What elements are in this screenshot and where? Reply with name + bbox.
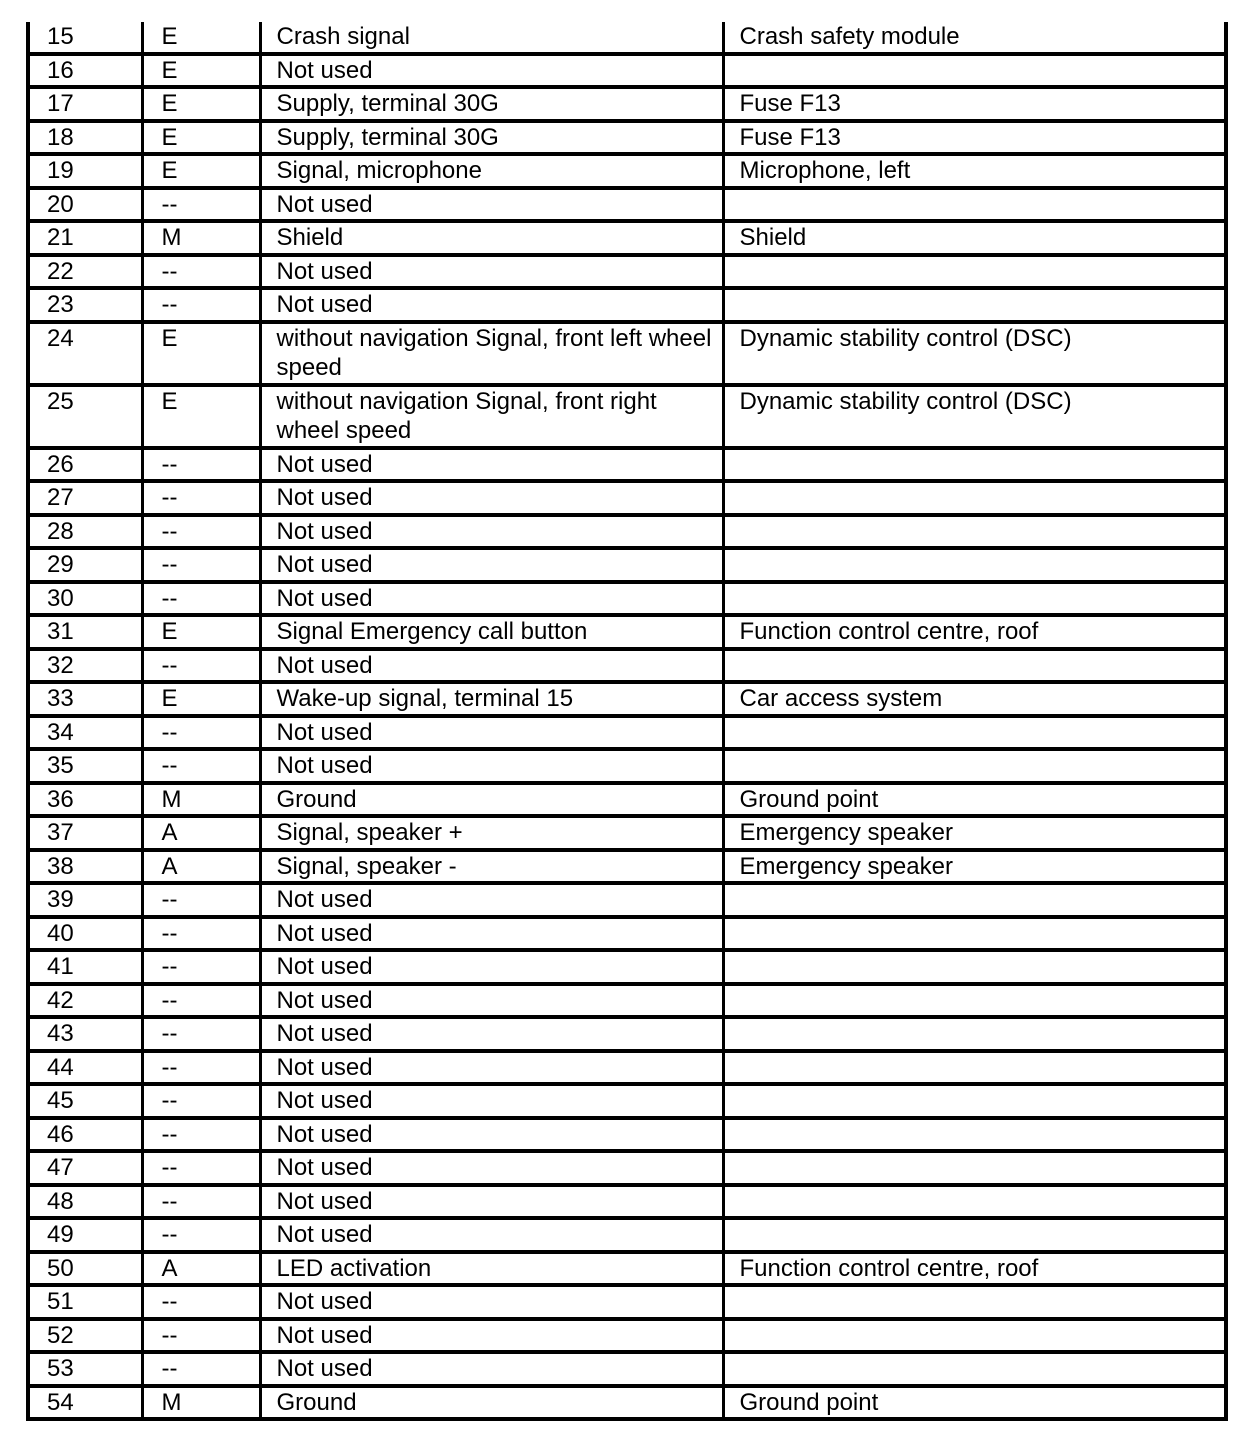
type-cell: M <box>142 1386 260 1420</box>
connection-cell <box>723 716 1226 750</box>
pin-cell: 19 <box>28 154 142 188</box>
pin-cell: 47 <box>28 1151 142 1185</box>
table-row <box>28 1185 1226 1219</box>
table-row <box>28 1319 1226 1353</box>
type-cell: -- <box>142 1218 260 1252</box>
pin-cell: 43 <box>28 1017 142 1051</box>
type-cell: -- <box>142 1051 260 1085</box>
description-cell: Not used <box>260 716 723 750</box>
type-cell: -- <box>142 716 260 750</box>
pin-cell: 52 <box>28 1319 142 1353</box>
connection-cell <box>723 1185 1226 1219</box>
description-cell: Not used <box>260 917 723 951</box>
description-cell: Shield <box>260 221 723 255</box>
connection-cell: Car access system <box>723 682 1226 716</box>
connection-cell <box>723 1017 1226 1051</box>
table-row <box>28 917 1226 951</box>
type-cell: -- <box>142 1084 260 1118</box>
description-cell: without navigation Signal, front left wheel speed <box>260 322 723 385</box>
pin-cell: 27 <box>28 481 142 515</box>
pin-cell: 29 <box>28 548 142 582</box>
connection-cell <box>723 883 1226 917</box>
description-cell: Wake-up signal, terminal 15 <box>260 682 723 716</box>
pin-cell: 18 <box>28 121 142 155</box>
type-cell: -- <box>142 1319 260 1353</box>
type-cell: E <box>142 121 260 155</box>
description-cell: Supply, terminal 30G <box>260 87 723 121</box>
table-row <box>28 1151 1226 1185</box>
connection-cell <box>723 749 1226 783</box>
connection-cell <box>723 54 1226 88</box>
description-cell: Not used <box>260 1285 723 1319</box>
pin-cell: 23 <box>28 288 142 322</box>
connection-cell: Fuse F13 <box>723 121 1226 155</box>
connection-cell: Emergency speaker <box>723 850 1226 884</box>
type-cell: E <box>142 385 260 448</box>
table-row <box>28 87 1226 121</box>
type-cell: E <box>142 54 260 88</box>
type-cell: A <box>142 850 260 884</box>
description-cell: Not used <box>260 1185 723 1219</box>
type-cell: -- <box>142 255 260 289</box>
pin-cell: 41 <box>28 950 142 984</box>
description-cell: Ground <box>260 783 723 817</box>
connection-cell <box>723 255 1226 289</box>
table-row <box>28 154 1226 188</box>
description-cell: Not used <box>260 448 723 482</box>
type-cell: -- <box>142 1185 260 1219</box>
table-row <box>28 883 1226 917</box>
table-row <box>28 481 1226 515</box>
type-cell: -- <box>142 1352 260 1386</box>
table-row <box>28 515 1226 549</box>
description-cell: Crash signal <box>260 22 723 54</box>
type-cell: -- <box>142 1285 260 1319</box>
type-cell: E <box>142 322 260 385</box>
table-row <box>28 1084 1226 1118</box>
table-row <box>28 1218 1226 1252</box>
connection-cell <box>723 984 1226 1018</box>
table-row <box>28 288 1226 322</box>
connection-cell <box>723 1218 1226 1252</box>
type-cell: -- <box>142 515 260 549</box>
pin-cell: 53 <box>28 1352 142 1386</box>
table-row <box>28 121 1226 155</box>
table-row <box>28 322 1226 385</box>
connection-cell <box>723 1151 1226 1185</box>
type-cell: -- <box>142 649 260 683</box>
description-cell: Not used <box>260 883 723 917</box>
pin-cell: 26 <box>28 448 142 482</box>
table-row <box>28 54 1226 88</box>
connection-cell <box>723 188 1226 222</box>
table-row <box>28 385 1226 448</box>
description-cell: Not used <box>260 1017 723 1051</box>
pin-cell: 25 <box>28 385 142 448</box>
pin-cell: 34 <box>28 716 142 750</box>
connection-cell: Dynamic stability control (DSC) <box>723 322 1226 385</box>
table-row <box>28 1352 1226 1386</box>
type-cell: A <box>142 816 260 850</box>
table-row <box>28 783 1226 817</box>
table-row <box>28 816 1226 850</box>
table-row <box>28 188 1226 222</box>
description-cell: Not used <box>260 288 723 322</box>
description-cell: Not used <box>260 582 723 616</box>
table-row <box>28 1252 1226 1286</box>
description-cell: Ground <box>260 1386 723 1420</box>
table-row <box>28 1285 1226 1319</box>
connection-cell <box>723 582 1226 616</box>
description-cell: Not used <box>260 749 723 783</box>
connection-cell: Dynamic stability control (DSC) <box>723 385 1226 448</box>
connection-cell <box>723 1118 1226 1152</box>
pin-cell: 39 <box>28 883 142 917</box>
connection-cell: Crash safety module <box>723 22 1226 54</box>
pin-cell: 30 <box>28 582 142 616</box>
description-cell: Not used <box>260 1319 723 1353</box>
connection-cell: Ground point <box>723 783 1226 817</box>
connection-cell: Shield <box>723 221 1226 255</box>
description-cell: Not used <box>260 481 723 515</box>
table-row <box>28 255 1226 289</box>
table-row <box>28 850 1226 884</box>
description-cell: Not used <box>260 950 723 984</box>
type-cell: -- <box>142 288 260 322</box>
pin-cell: 31 <box>28 615 142 649</box>
pin-cell: 40 <box>28 917 142 951</box>
description-cell: Not used <box>260 188 723 222</box>
table-row <box>28 716 1226 750</box>
pin-cell: 38 <box>28 850 142 884</box>
type-cell: M <box>142 783 260 817</box>
description-cell: Signal Emergency call button <box>260 615 723 649</box>
table-row <box>28 649 1226 683</box>
table-row <box>28 221 1226 255</box>
pin-cell: 21 <box>28 221 142 255</box>
table-row <box>28 1017 1226 1051</box>
pin-cell: 28 <box>28 515 142 549</box>
table-row <box>28 749 1226 783</box>
description-cell: Not used <box>260 1051 723 1085</box>
connection-cell <box>723 917 1226 951</box>
pin-cell: 48 <box>28 1185 142 1219</box>
description-cell: Signal, microphone <box>260 154 723 188</box>
pin-cell: 35 <box>28 749 142 783</box>
connection-cell: Emergency speaker <box>723 816 1226 850</box>
pin-cell: 49 <box>28 1218 142 1252</box>
connection-cell <box>723 950 1226 984</box>
pin-cell: 15 <box>47 23 74 50</box>
table-row <box>28 984 1226 1018</box>
pin-cell: 54 <box>28 1386 142 1420</box>
pin-cell: 16 <box>28 54 142 88</box>
table-row <box>28 22 1226 54</box>
type-cell: E <box>142 22 260 54</box>
description-cell: Not used <box>260 1118 723 1152</box>
type-cell: -- <box>142 950 260 984</box>
pin-cell: 33 <box>28 682 142 716</box>
type-cell: E <box>142 87 260 121</box>
connection-cell <box>723 1084 1226 1118</box>
description-cell: Not used <box>260 1352 723 1386</box>
pin-cell: 37 <box>28 816 142 850</box>
pin-assignment-table <box>26 22 1228 1421</box>
type-cell: E <box>142 154 260 188</box>
description-cell: Not used <box>260 548 723 582</box>
table-row <box>28 582 1226 616</box>
connection-cell <box>723 1319 1226 1353</box>
description-cell: without navigation Signal, front right wheel speed <box>260 385 723 448</box>
type-cell: A <box>142 1252 260 1286</box>
pin-cell: 50 <box>28 1252 142 1286</box>
description-cell: Not used <box>260 515 723 549</box>
description-cell: Not used <box>260 1084 723 1118</box>
connection-cell: Ground point <box>723 1386 1226 1420</box>
table-row <box>28 950 1226 984</box>
description-cell: Not used <box>260 255 723 289</box>
description-cell: Not used <box>260 1218 723 1252</box>
pin-cell: 44 <box>28 1051 142 1085</box>
table-row <box>28 682 1226 716</box>
table-row <box>28 448 1226 482</box>
pin-cell: 20 <box>28 188 142 222</box>
pin-cell: 46 <box>28 1118 142 1152</box>
table-row <box>28 615 1226 649</box>
pin-cell: 22 <box>28 255 142 289</box>
description-cell: Not used <box>260 649 723 683</box>
connection-cell: Function control centre, roof <box>723 1252 1226 1286</box>
type-cell: -- <box>142 481 260 515</box>
table-row <box>28 1118 1226 1152</box>
connection-cell <box>723 515 1226 549</box>
description-cell: Signal, speaker + <box>260 816 723 850</box>
pin-cell: 24 <box>28 322 142 385</box>
description-cell: Not used <box>260 984 723 1018</box>
pin-cell: 36 <box>28 783 142 817</box>
description-cell: LED activation <box>260 1252 723 1286</box>
type-cell: -- <box>142 1151 260 1185</box>
type-cell: -- <box>142 448 260 482</box>
connection-cell <box>723 1285 1226 1319</box>
pin-table-body <box>28 22 1226 1419</box>
connection-cell <box>723 1352 1226 1386</box>
table-row <box>28 548 1226 582</box>
table-row <box>28 1051 1226 1085</box>
type-cell: -- <box>142 1118 260 1152</box>
pin-cell: 45 <box>28 1084 142 1118</box>
pin-cell: 42 <box>28 984 142 1018</box>
type-cell: E <box>142 682 260 716</box>
type-cell: -- <box>142 548 260 582</box>
table-row <box>28 1386 1226 1420</box>
connection-cell <box>723 448 1226 482</box>
connection-cell: Function control centre, roof <box>723 615 1226 649</box>
type-cell: -- <box>142 1017 260 1051</box>
description-cell: Not used <box>260 1151 723 1185</box>
type-cell: -- <box>142 188 260 222</box>
pin-cell: 51 <box>28 1285 142 1319</box>
connection-cell: Microphone, left <box>723 154 1226 188</box>
connection-cell <box>723 649 1226 683</box>
connection-cell <box>723 548 1226 582</box>
type-cell: -- <box>142 749 260 783</box>
connection-cell <box>723 288 1226 322</box>
type-cell: -- <box>142 582 260 616</box>
connection-cell <box>723 1051 1226 1085</box>
type-cell: -- <box>142 883 260 917</box>
type-cell: -- <box>142 917 260 951</box>
description-cell: Not used <box>260 54 723 88</box>
connection-cell: Fuse F13 <box>723 87 1226 121</box>
connection-cell <box>723 481 1226 515</box>
type-cell: -- <box>142 984 260 1018</box>
description-cell: Signal, speaker - <box>260 850 723 884</box>
pin-cell: 32 <box>28 649 142 683</box>
type-cell: M <box>142 221 260 255</box>
type-cell: E <box>142 615 260 649</box>
pin-cell: 17 <box>28 87 142 121</box>
description-cell: Supply, terminal 30G <box>260 121 723 155</box>
